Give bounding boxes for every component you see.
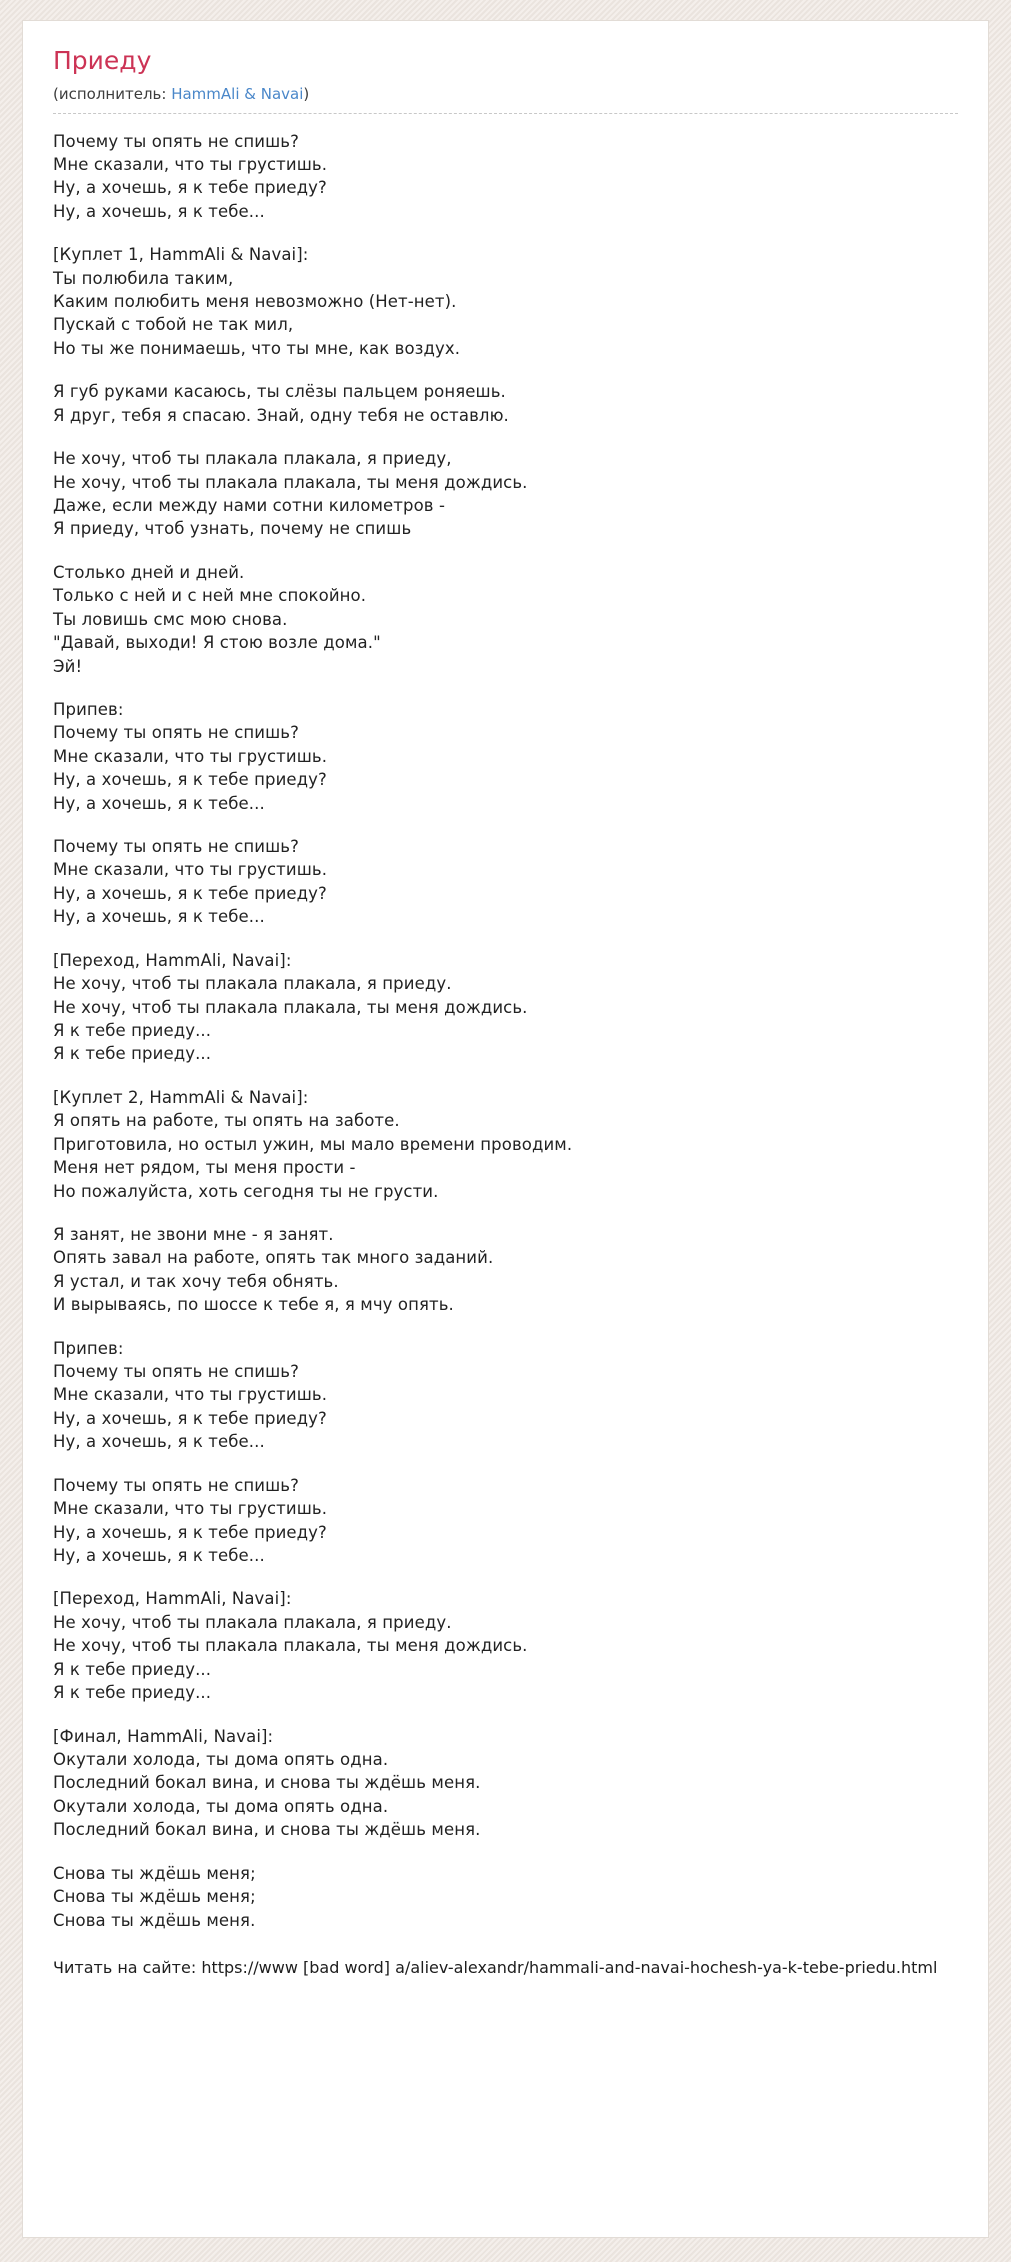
artist-label: (исполнитель:	[53, 84, 172, 103]
lyrics-line: Столько дней и дней.	[53, 562, 245, 582]
lyrics-line: Ну, а хочешь, я к тебе...	[53, 201, 265, 221]
lyrics-line: Не хочу, чтоб ты плакала плакала, ты меня дождись.	[53, 1636, 528, 1656]
lyrics-line: И вырываясь, по шоссе к тебе я, я мчу опять.	[53, 1295, 454, 1315]
lyrics-line: Я губ руками касаюсь, ты слёзы пальцем роняешь.	[53, 382, 506, 402]
lyrics-line: Ну, а хочешь, я к тебе...	[53, 793, 265, 813]
lyrics-line: Последний бокал вина, и снова ты ждёшь меня.	[53, 1773, 481, 1793]
lyrics-line: Снова ты ждёшь меня.	[53, 1910, 256, 1930]
lyrics-line: Ну, а хочешь, я к тебе...	[53, 907, 265, 927]
lyrics-line: Припев:	[53, 1338, 124, 1358]
lyrics-line: Припев:	[53, 699, 124, 719]
lyrics-stanza	[53, 1337, 958, 1454]
lyrics-stanza	[53, 949, 958, 1066]
lyrics-line: Я к тебе приеду...	[53, 1659, 212, 1679]
source-note	[53, 1958, 958, 1977]
lyrics-line: Я занят, не звони мне - я занят.	[53, 1224, 334, 1244]
lyrics-line: Ну, а хочешь, я к тебе приеду?	[53, 1408, 327, 1428]
lyrics-line: Опять завал на работе, опять так много заданий.	[53, 1248, 494, 1268]
lyrics-line: Снова ты ждёшь меня;	[53, 1863, 256, 1883]
lyrics-stanza	[53, 380, 958, 427]
lyrics-stanza	[53, 1086, 958, 1203]
lyrics-line: Я устал, и так хочу тебя обнять.	[53, 1271, 339, 1291]
lyrics-line: Мне сказали, что ты грустишь.	[53, 1499, 328, 1519]
lyrics-line: [Переход, HammAli, Navai]:	[53, 950, 292, 970]
lyrics-line: Почему ты опять не спишь?	[53, 837, 299, 857]
lyrics-line: Ну, а хочешь, я к тебе...	[53, 1546, 265, 1566]
lyrics-line: Даже, если между нами сотни километров -	[53, 495, 446, 515]
lyrics-stanza	[53, 698, 958, 815]
lyrics-line: Я к тебе приеду...	[53, 1683, 212, 1703]
lyrics-line: Ну, а хочешь, я к тебе приеду?	[53, 770, 327, 790]
lyrics-stanza	[53, 835, 958, 929]
lyrics-line: Снова ты ждёшь меня;	[53, 1887, 256, 1907]
lyrics-line: Пускай с тобой не так мил,	[53, 315, 294, 335]
source-url: https://www [bad word] a/aliev-alexandr/hammali-and-navai-hochesh-ya-k-tebe-priedu.html	[201, 1957, 938, 1977]
lyrics-line: Каким полюбить меня невозможно (Нет-нет).	[53, 292, 457, 312]
lyrics-line: Эй!	[53, 656, 83, 676]
lyrics-line: [Куплет 1, HammAli & Navai]:	[53, 245, 309, 265]
lyrics-line: Ну, а хочешь, я к тебе приеду?	[53, 883, 327, 903]
lyrics-line: Мне сказали, что ты грустишь.	[53, 1385, 328, 1405]
lyrics-line: Почему ты опять не спишь?	[53, 1475, 299, 1495]
lyrics-line: [Куплет 2, HammAli & Navai]:	[53, 1087, 309, 1107]
lyrics-line: Окутали холода, ты дома опять одна.	[53, 1796, 389, 1816]
lyrics-line: Окутали холода, ты дома опять одна.	[53, 1749, 389, 1769]
lyrics-line: Не хочу, чтоб ты плакала плакала, ты меня дождись.	[53, 472, 528, 492]
lyrics-line: Я приеду, чтоб узнать, почему не спишь	[53, 519, 412, 539]
lyrics-stanza	[53, 447, 958, 541]
lyrics-line: Меня нет рядом, ты меня прости -	[53, 1158, 356, 1178]
lyrics-stanza	[53, 130, 958, 224]
source-prefix: Читать на сайте:	[53, 1957, 202, 1977]
lyrics-line: Мне сказали, что ты грустишь.	[53, 154, 328, 174]
lyrics-line: Но ты же понимаешь, что ты мне, как воздух.	[53, 338, 461, 358]
lyrics-line: Ну, а хочешь, я к тебе приеду?	[53, 1522, 327, 1542]
lyrics-stanza	[53, 1474, 958, 1568]
lyrics-line: Я друг, тебя я спасаю. Знай, одну тебя не оставлю.	[53, 405, 509, 425]
artist-line	[53, 85, 958, 114]
lyrics-line: Ты полюбила таким,	[53, 268, 234, 288]
lyrics-stanza	[53, 561, 958, 678]
lyrics-sheet	[22, 20, 989, 2238]
lyrics-line: Я опять на работе, ты опять на заботе.	[53, 1111, 400, 1131]
lyrics-stanza	[53, 1223, 958, 1317]
lyrics-stanza	[53, 243, 958, 360]
page-title: Приеду	[53, 46, 152, 75]
lyrics-line: Ну, а хочешь, я к тебе...	[53, 1432, 265, 1452]
lyrics-line: Последний бокал вина, и снова ты ждёшь меня.	[53, 1820, 481, 1840]
lyrics-line: Не хочу, чтоб ты плакала плакала, я приеду,	[53, 449, 452, 469]
lyrics-stanza	[53, 1587, 958, 1704]
lyrics-line: Мне сказали, что ты грустишь.	[53, 746, 328, 766]
lyrics-line: Приготовила, но остыл ужин, мы мало времени проводим.	[53, 1134, 573, 1154]
lyrics-line: [Финал, HammAli, Navai]:	[53, 1726, 274, 1746]
lyrics-line: Я к тебе приеду...	[53, 1044, 212, 1064]
lyrics-line: "Давай, выходи! Я стою возле дома."	[53, 633, 381, 653]
lyrics-line: Не хочу, чтоб ты плакала плакала, ты меня дождись.	[53, 997, 528, 1017]
artist-paren-close: )	[303, 84, 310, 103]
lyrics-line: Почему ты опять не спишь?	[53, 1362, 299, 1382]
lyrics-line: Но пожалуйста, хоть сегодня ты не грусти.	[53, 1181, 439, 1201]
lyrics-line: Я к тебе приеду...	[53, 1021, 212, 1040]
lyrics-line: Ну, а хочешь, я к тебе приеду?	[53, 178, 327, 198]
lyrics-line: Только с ней и с ней мне спокойно.	[53, 586, 367, 606]
lyrics-line: Мне сказали, что ты грустишь.	[53, 860, 328, 880]
artist-link[interactable]: HammAli & Navai	[171, 84, 304, 103]
lyrics-line: Не хочу, чтоб ты плакала плакала, я приеду.	[53, 974, 452, 994]
lyrics-line: Почему ты опять не спишь?	[53, 131, 299, 151]
lyrics-stanza	[53, 1725, 958, 1842]
lyrics-line: Почему ты опять не спишь?	[53, 723, 299, 743]
lyrics-stanza	[53, 1862, 958, 1932]
lyrics-line: Не хочу, чтоб ты плакала плакала, я приеду.	[53, 1612, 452, 1632]
lyrics-line: [Переход, HammAli, Navai]:	[53, 1589, 292, 1609]
lyrics-body	[53, 130, 958, 1932]
lyrics-line: Ты ловишь смс мою снова.	[53, 609, 288, 629]
